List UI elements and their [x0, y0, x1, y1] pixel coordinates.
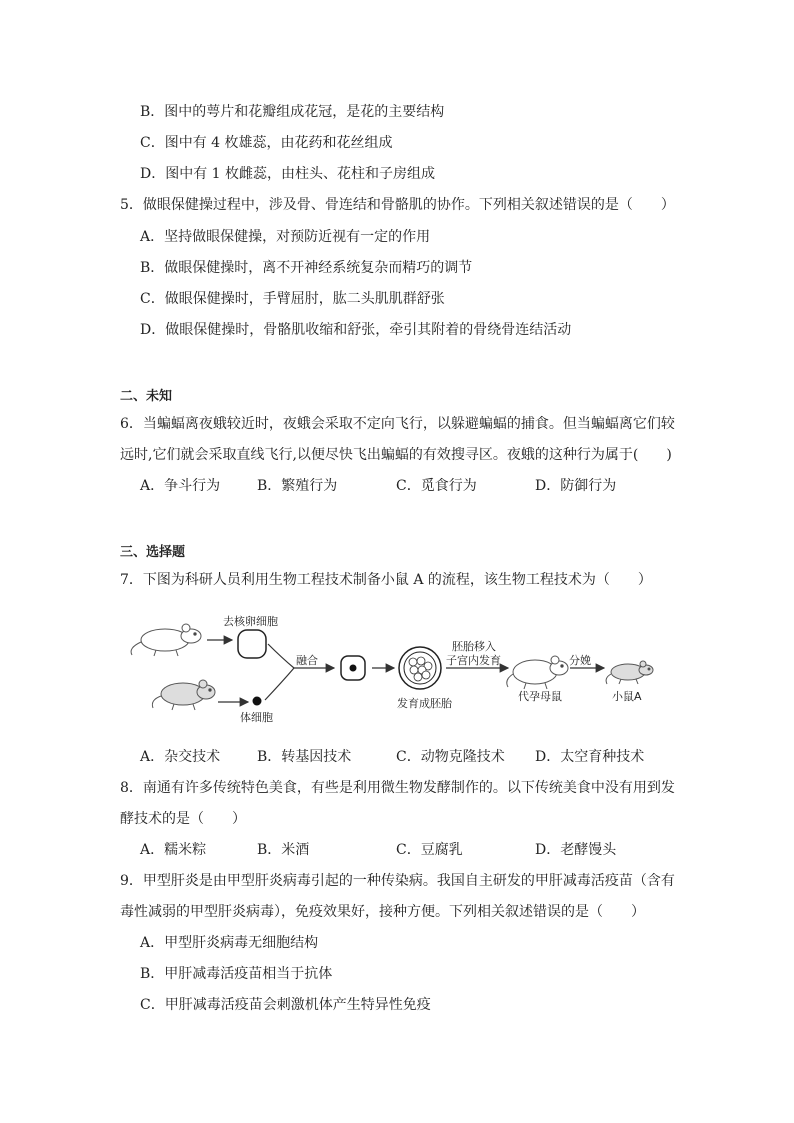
label-fusion: 融合 — [296, 654, 318, 667]
mouse-a-icon — [606, 661, 653, 684]
label-surrogate-mouse: 代孕母鼠 — [518, 690, 562, 703]
q6-option-b: B．繁殖行为 — [257, 478, 338, 494]
embryo-shape — [399, 647, 441, 689]
q6-option-d: D．防御行为 — [535, 478, 617, 494]
q7-option-d: D．太空育种技术 — [535, 749, 645, 765]
label-enucleated-egg: 去核卵细胞 — [223, 615, 278, 628]
label-mouse-a: 小鼠A — [612, 690, 642, 703]
label-embryo-transfer-1: 胚胎移入 — [452, 640, 496, 653]
q5-stem: 5．做眼保健操过程中，涉及骨、骨连结和骨骼肌的协作。下列相关叙述错误的是（ ） — [120, 197, 675, 213]
q8-options-row — [0, 840, 794, 860]
q9-stem-line2: 毒性减弱的甲型肝炎病毒），免疫效果好，接种方便。下列相关叙述错误的是（ ） — [120, 904, 645, 920]
q9-option-a: A．甲型肝炎病毒无细胞结构 — [140, 935, 319, 951]
q5-option-d: D．做眼保健操时，骨骼肌收缩和舒张，牵引其附着的骨绕骨连结活动 — [140, 322, 572, 338]
q8-option-b: B．米酒 — [257, 842, 310, 858]
q9-option-b: B．甲肝减毒活疫苗相当于抗体 — [140, 966, 333, 982]
surrogate-mouse-icon — [507, 656, 568, 689]
q6-stem-line1: 6．当蝙蝠离夜蛾较近时，夜蛾会采取不定向飞行，以躲避蝙蝠的捕食。但当蝙蝠离它们较 — [120, 416, 675, 432]
q8-option-c: C．豆腐乳 — [396, 842, 463, 858]
q4-option-d: D．图中有 1 枚雌蕊，由柱头、花柱和子房组成 — [140, 166, 436, 182]
egg-donor-mouse-icon — [131, 624, 201, 656]
q5-option-c: C．做眼保健操时，手臂屈肘，肱二头肌肌群舒张 — [140, 291, 445, 307]
q4-option-b: B．图中的萼片和花瓣组成花冠，是花的主要结构 — [140, 104, 445, 120]
q6-option-c: C．觅食行为 — [396, 478, 477, 494]
section-heading-unknown: 二、未知 — [120, 389, 173, 404]
q8-option-d: D．老酵馒头 — [535, 842, 617, 858]
q8-stem-line2: 酵技术的是（ ） — [120, 811, 246, 827]
q5-option-a: A．坚持做眼保健操，对预防近视有一定的作用 — [140, 229, 431, 245]
label-embryo-transfer-2: 子宫内发育 — [446, 654, 501, 667]
label-birth: 分娩 — [569, 654, 591, 667]
q6-stem-line2: 远时,它们就会采取直线飞行,以便尽快飞出蝙蝠的有效搜寻区。夜蛾的这种行为属于( ) — [120, 447, 672, 463]
q9-stem-line1: 9．甲型肝炎是由甲型肝炎病毒引起的一种传染病。我国自主研发的甲肝减毒活疫苗（含有 — [120, 873, 675, 889]
section-heading-choice: 三、选择题 — [120, 545, 186, 560]
q6-option-a: A．争斗行为 — [140, 478, 221, 494]
q7-option-a: A．杂交技术 — [140, 749, 221, 765]
enucleated-egg-shape — [238, 630, 266, 658]
q9-option-c: C．甲肝减毒活疫苗会刺激机体产生特异性免疫 — [140, 997, 431, 1013]
somatic-donor-mouse-icon — [152, 680, 215, 710]
q5-option-b: B．做眼保健操时，离不开神经系统复杂而精巧的调节 — [140, 260, 473, 276]
q7-option-c: C．动物克隆技术 — [396, 749, 505, 765]
q7-stem: 7．下图为科研人员利用生物工程技术制备小鼠 A 的流程，该生物工程技术为（ ） — [120, 572, 652, 588]
label-embryo: 发育成胚胎 — [397, 697, 452, 710]
q8-option-a: A．糯米粽 — [140, 842, 207, 858]
somatic-cell-dot — [253, 697, 262, 706]
q8-stem-line1: 8．南通有许多传统特色美食，有些是利用微生物发酵制作的。以下传统美食中没有用到发 — [120, 780, 675, 796]
label-somatic-cell: 体细胞 — [240, 711, 273, 724]
q7-option-b: B．转基因技术 — [257, 749, 352, 765]
q4-option-c: C．图中有 4 枚雄蕊，由花药和花丝组成 — [140, 135, 393, 151]
q7-options-row — [0, 747, 794, 767]
